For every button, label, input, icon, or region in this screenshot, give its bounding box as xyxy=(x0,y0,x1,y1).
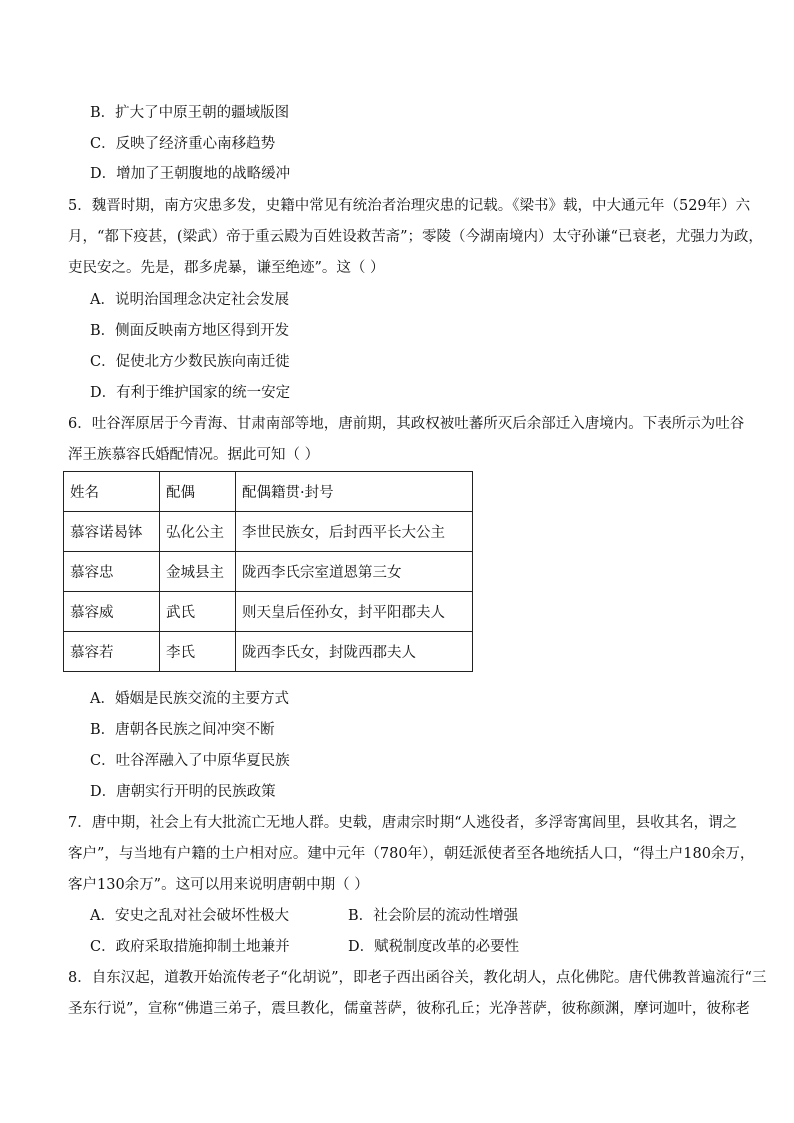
q5-stem-line3: 吏民安之。先是，郡多虎暴，谦至绝迹”。这（ ） xyxy=(68,260,385,276)
q8-stem-line2: 圣东行说”，宣称“佛遣三弟子，震旦教化，儒童菩萨，彼称孔丘；光净菩萨，彼称颜渊，摩诃迦叶，彼称老 xyxy=(68,1001,750,1017)
q7-option-d: D．赋税制度改革的必要性 xyxy=(348,939,520,955)
q6-option-c: C．吐谷浑融入了中原华夏民族 xyxy=(90,753,290,769)
table-row xyxy=(64,632,473,672)
table-cell: 陇西李氏宗室道恩第三女 xyxy=(236,552,473,592)
q7-stem-line3: 客户130余万”。这可以用来说明唐朝中期（ ） xyxy=(68,877,369,893)
q5-option-c: C．促使北方少数民族向南迁徙 xyxy=(90,354,290,370)
q7-stem-line2: 客户”，与当地有户籍的土户相对应。建中元年（780年），朝廷派使者至各地统括人口，“得土户180余万， xyxy=(68,846,755,862)
q5-stem-line2: 月，“都下疫甚，(梁武）帝于重云殿为百姓设救苦斋”；零陵（今湖南境内）太守孙谦“已衰老，尤强力为政， xyxy=(68,229,763,245)
table-cell: 武氏 xyxy=(160,592,236,632)
q7-stem-line1: 7．唐中期，社会上有大批流亡无地人群。史载，唐肃宗时期“人逃役者，多浮寄寓闾里，县收其名，谓之 xyxy=(68,815,738,831)
table-cell: 李氏 xyxy=(160,632,236,672)
table-header-cell: 姓名 xyxy=(64,472,160,512)
table-header-cell: 配偶籍贯·封号 xyxy=(236,472,473,512)
table-cell: 陇西李氏女，封陇西郡夫人 xyxy=(236,632,473,672)
table-cell: 慕容诺曷钵 xyxy=(64,512,160,552)
table-row xyxy=(64,592,473,632)
table-cell: 金城县主 xyxy=(160,552,236,592)
q4-option-b: B．扩大了中原王朝的疆域版图 xyxy=(90,105,290,121)
q6-option-b: B．唐朝各民族之间冲突不断 xyxy=(90,722,275,738)
table-cell: 李世民族女，后封西平长大公主 xyxy=(236,512,473,552)
table-header-row xyxy=(64,472,473,512)
q6-stem-line2: 浑王族慕容氏婚配情况。据此可知（ ） xyxy=(68,447,320,463)
q6-option-a: A．婚姻是民族交流的主要方式 xyxy=(90,691,289,707)
table-row xyxy=(64,512,473,552)
q7-option-c: C．政府采取措施抑制土地兼并 xyxy=(90,939,290,955)
q5-option-a: A．说明治国理念决定社会发展 xyxy=(90,292,289,308)
q6-option-d: D．唐朝实行开明的民族政策 xyxy=(90,784,276,800)
marriage-table xyxy=(63,471,473,672)
q7-option-a: A．安史之乱对社会破坏性极大 xyxy=(90,908,289,924)
q5-stem-line1: 5．魏晋时期，南方灾患多发，史籍中常见有统治者治理灾患的记载。《梁书》载，中大通元年（529年）六 xyxy=(68,198,751,214)
table-row xyxy=(64,552,473,592)
table-cell: 弘化公主 xyxy=(160,512,236,552)
q4-option-c: C．反映了经济重心南移趋势 xyxy=(90,136,276,152)
q4-option-d: D．增加了王朝腹地的战略缓冲 xyxy=(90,166,291,182)
table-cell: 慕容若 xyxy=(64,632,160,672)
q8-stem-line1: 8．自东汉起，道教开始流传老子“化胡说”，即老子西出函谷关，教化胡人，点化佛陀。唐代佛教普遍流行“三 xyxy=(68,970,767,986)
table-header-cell: 配偶 xyxy=(160,472,236,512)
q7-option-b: B．社会阶层的流动性增强 xyxy=(348,908,519,924)
table-cell: 则天皇后侄孙女，封平阳郡夫人 xyxy=(236,592,473,632)
q5-option-b: B．侧面反映南方地区得到开发 xyxy=(90,323,290,339)
q6-stem-line1: 6．吐谷浑原居于今青海、甘肃南部等地，唐前期，其政权被吐蕃所灭后余部迁入唐境内。下表所示为吐谷 xyxy=(68,416,745,432)
table-cell: 慕容忠 xyxy=(64,552,160,592)
q5-option-d: D．有利于维护国家的统一安定 xyxy=(90,385,291,401)
table-cell: 慕容威 xyxy=(64,592,160,632)
